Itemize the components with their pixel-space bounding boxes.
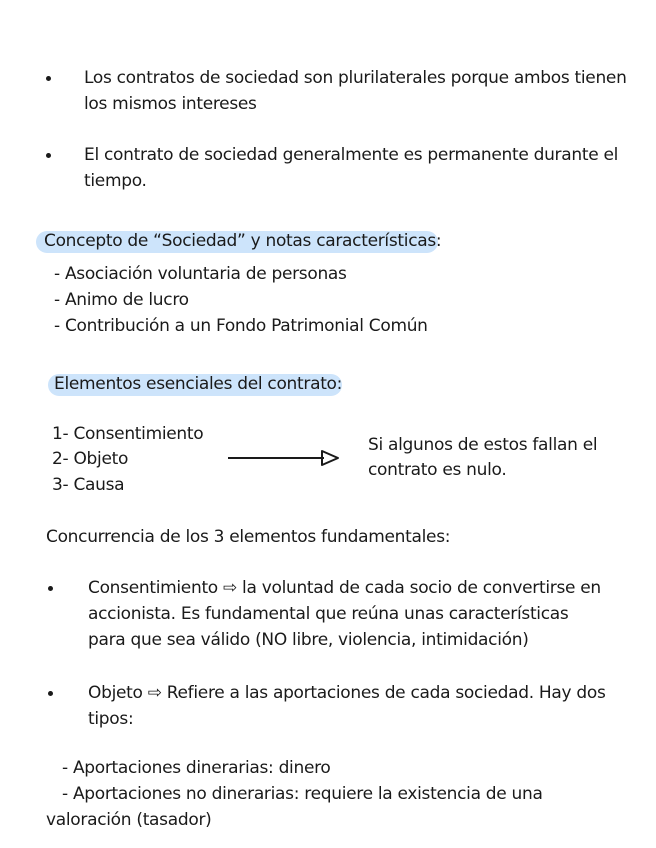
concurrence-sub-item-1: - Aportaciones dinerarias: dinero xyxy=(62,758,331,778)
bullet-dot xyxy=(46,76,51,81)
concept-item-2: - Animo de lucro xyxy=(54,290,189,310)
elements-heading: Elementos esenciales del contrato: xyxy=(54,374,343,394)
concurrence-heading: Concurrencia de los 3 elementos fundamentales: xyxy=(46,527,451,547)
elements-item-2: 2- Objeto xyxy=(52,449,129,469)
bullet-1-line-2: los mismos intereses xyxy=(84,94,257,114)
bullet-2-line-1: El contrato de sociedad generalmente es permanente durante el xyxy=(84,145,619,165)
bullet-2-line-2: tiempo. xyxy=(84,171,147,191)
bullet-dot xyxy=(48,586,53,591)
concurrence-bullet-1-line-2: accionista. Es fundamental que reúna unas características xyxy=(88,604,569,624)
concurrence-bullet-1-line-1: Consentimiento ⇨ la voluntad de cada socio de convertirse en xyxy=(88,578,601,598)
elements-item-3: 3- Causa xyxy=(52,475,125,495)
elements-note-line-2: contrato es nulo. xyxy=(368,460,507,480)
concurrence-bullet-2-line-2: tipos: xyxy=(88,709,134,729)
concurrence-bullet-1-line-3: para que sea válido (NO libre, violencia, intimidación) xyxy=(88,630,529,650)
arrow-line xyxy=(228,457,324,459)
bullet-dot xyxy=(46,153,51,158)
concept-heading: Concepto de “Sociedad” y notas características: xyxy=(44,231,442,251)
concurrence-sub-item-2: - Aportaciones no dinerarias: requiere la existencia de una xyxy=(62,784,543,804)
concurrence-sub-item-3: valoración (tasador) xyxy=(46,810,212,830)
elements-item-1: 1- Consentimiento xyxy=(52,424,204,444)
concept-item-1: - Asociación voluntaria de personas xyxy=(54,264,347,284)
arrow-head-icon xyxy=(320,449,340,467)
concurrence-bullet-2-line-1: Objeto ⇨ Refiere a las aportaciones de cada sociedad. Hay dos xyxy=(88,683,606,703)
elements-note-line-1: Si algunos de estos fallan el xyxy=(368,435,598,455)
bullet-dot xyxy=(48,691,53,696)
bullet-1-line-1: Los contratos de sociedad son plurilaterales porque ambos tienen xyxy=(84,68,627,88)
concept-item-3: - Contribución a un Fondo Patrimonial Común xyxy=(54,316,428,336)
